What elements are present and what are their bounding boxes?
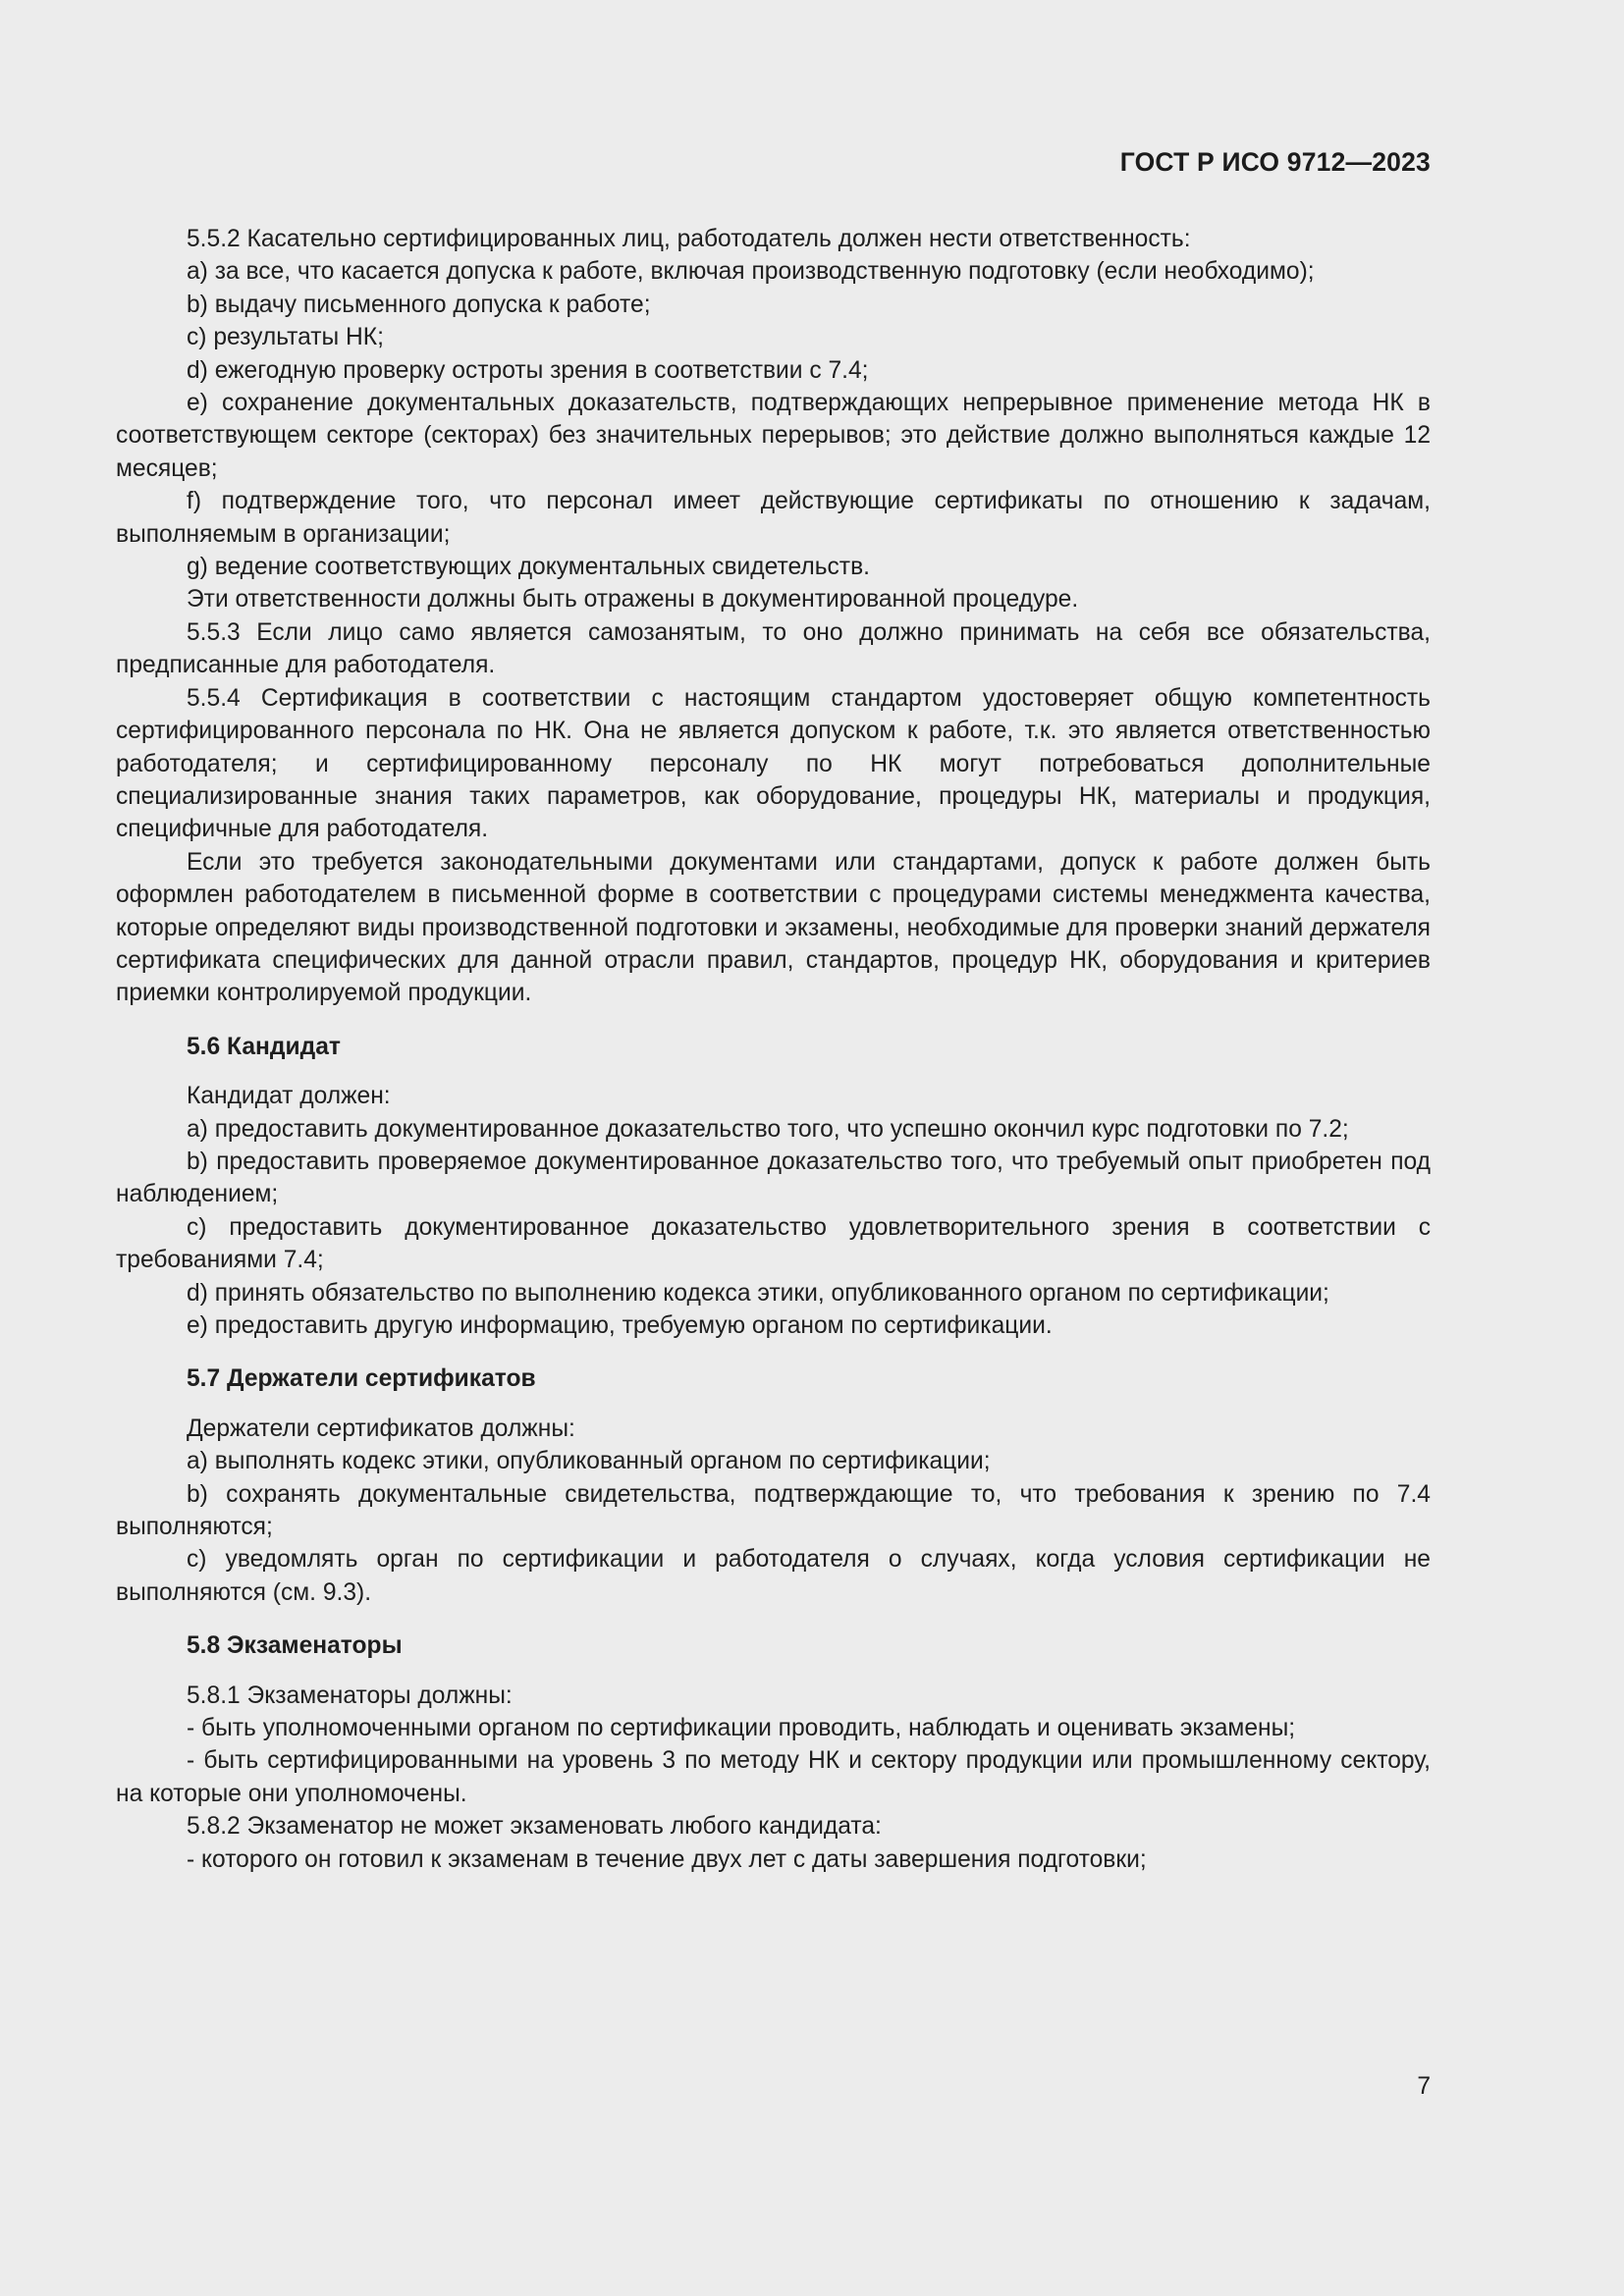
section-heading-5-7: 5.7 Держатели сертификатов: [187, 1365, 536, 1393]
list-item: d) принять обязательство по выполнению кодекса этики, опубликованного органом по сертификации;: [187, 1279, 1329, 1307]
list-item: - быть сертифицированными на уровень 3 по методу НК и сектору продукции или промышленному сектору, на которые они уполномочены.: [116, 1747, 1431, 1807]
list-item: c) предоставить документированное доказательство удовлетворительного зрения в соответствии с требованиями 7.4;: [116, 1213, 1431, 1274]
paragraph: Держатели сертификатов должны:: [187, 1415, 575, 1442]
clause-5-5-4: 5.5.4 Сертификация в соответствии с настоящим стандартом удостоверяет общую компетентность сертифицированного персонала по НК. Она не является допуском к работе, т.к. это является ответственностью работодателя; и сертифицированному персоналу по НК могут потребоваться дополнительные специализированные знания таких параметров, как оборудование, процедуры НК, материалы и продукция, специфичные для работодателя.: [116, 684, 1431, 843]
document-body: [116, 223, 1431, 1876]
paragraph: Эти ответственности должны быть отражены в документированной процедуре.: [187, 586, 1079, 614]
list-item: b) предоставить проверяемое документированное доказательство того, что требуемый опыт приобретен под наблюдением;: [116, 1148, 1431, 1208]
list-item: f) подтверждение того, что персонал имеет действующие сертификаты по отношению к задачам, выполняемым в организации;: [116, 488, 1431, 548]
list-item: e) сохранение документальных доказательств, подтверждающих непрерывное применение метода НК в соответствующем секторе (секторах) без значительных перерывов; это действие должно выполняться каждые 12 месяцев;: [116, 390, 1431, 482]
list-item: g) ведение соответствующих документальных свидетельств.: [187, 554, 870, 581]
clause-5-5-3: 5.5.3 Если лицо само является самозанятым, то оно должно принимать на себя все обязательства, предписанные для работодателя.: [116, 618, 1431, 679]
paragraph: Кандидат должен:: [187, 1083, 391, 1110]
list-item: a) за все, что касается допуска к работе, включая производственную подготовку (если необходимо);: [187, 258, 1315, 286]
clause-5-8-2: 5.8.2 Экзаменатор не может экзаменовать любого кандидата:: [187, 1813, 882, 1841]
list-item: - быть уполномоченными органом по сертификации проводить, наблюдать и оценивать экзамены;: [187, 1715, 1296, 1742]
list-item: c) уведомлять орган по сертификации и работодателя о случаях, когда условия сертификации не выполняются (см. 9.3).: [116, 1546, 1431, 1606]
list-item: d) ежегодную проверку остроты зрения в соответствии с 7.4;: [187, 356, 869, 384]
list-item: b) сохранять документальные свидетельства, подтверждающие то, что требования к зрению по 7.4 выполняются;: [116, 1480, 1431, 1541]
clause-5-8-1: 5.8.1 Экзаменаторы должны:: [187, 1682, 513, 1709]
list-item: e) предоставить другую информацию, требуемую органом по сертификации.: [187, 1312, 1053, 1339]
clause-5-5-2: 5.5.2 Касательно сертифицированных лиц, работодатель должен нести ответственность:: [187, 226, 1191, 252]
list-item: c) результаты НК;: [187, 324, 384, 351]
list-item: b) выдачу письменного допуска к работе;: [187, 291, 651, 318]
list-item: a) выполнять кодекс этики, опубликованный органом по сертификации;: [187, 1448, 991, 1475]
document-header: ГОСТ Р ИСО 9712—2023: [1119, 147, 1431, 177]
section-heading-5-6: 5.6 Кандидат: [187, 1033, 341, 1060]
list-item: a) предоставить документированное доказательство того, что успешно окончил курс подготовки по 7.2;: [187, 1115, 1349, 1143]
paragraph: Если это требуется законодательными документами или стандартами, допуск к работе должен быть оформлен работодателем в письменной форме в соответствии с процедурами системы менеджмента качества, которые определяют виды производственной подготовки и экзамены, необходимые для проверки знаний держателя сертификата специфических для данной отрасли правил, стандартов, процедур НК, оборудования и критериев приемки контролируемой продукции.: [116, 848, 1431, 1007]
list-item: - которого он готовил к экзаменам в течение двух лет с даты завершения подготовки;: [187, 1845, 1147, 1873]
page-number: 7: [1417, 2073, 1431, 2100]
section-heading-5-8: 5.8 Экзаменаторы: [187, 1632, 403, 1660]
